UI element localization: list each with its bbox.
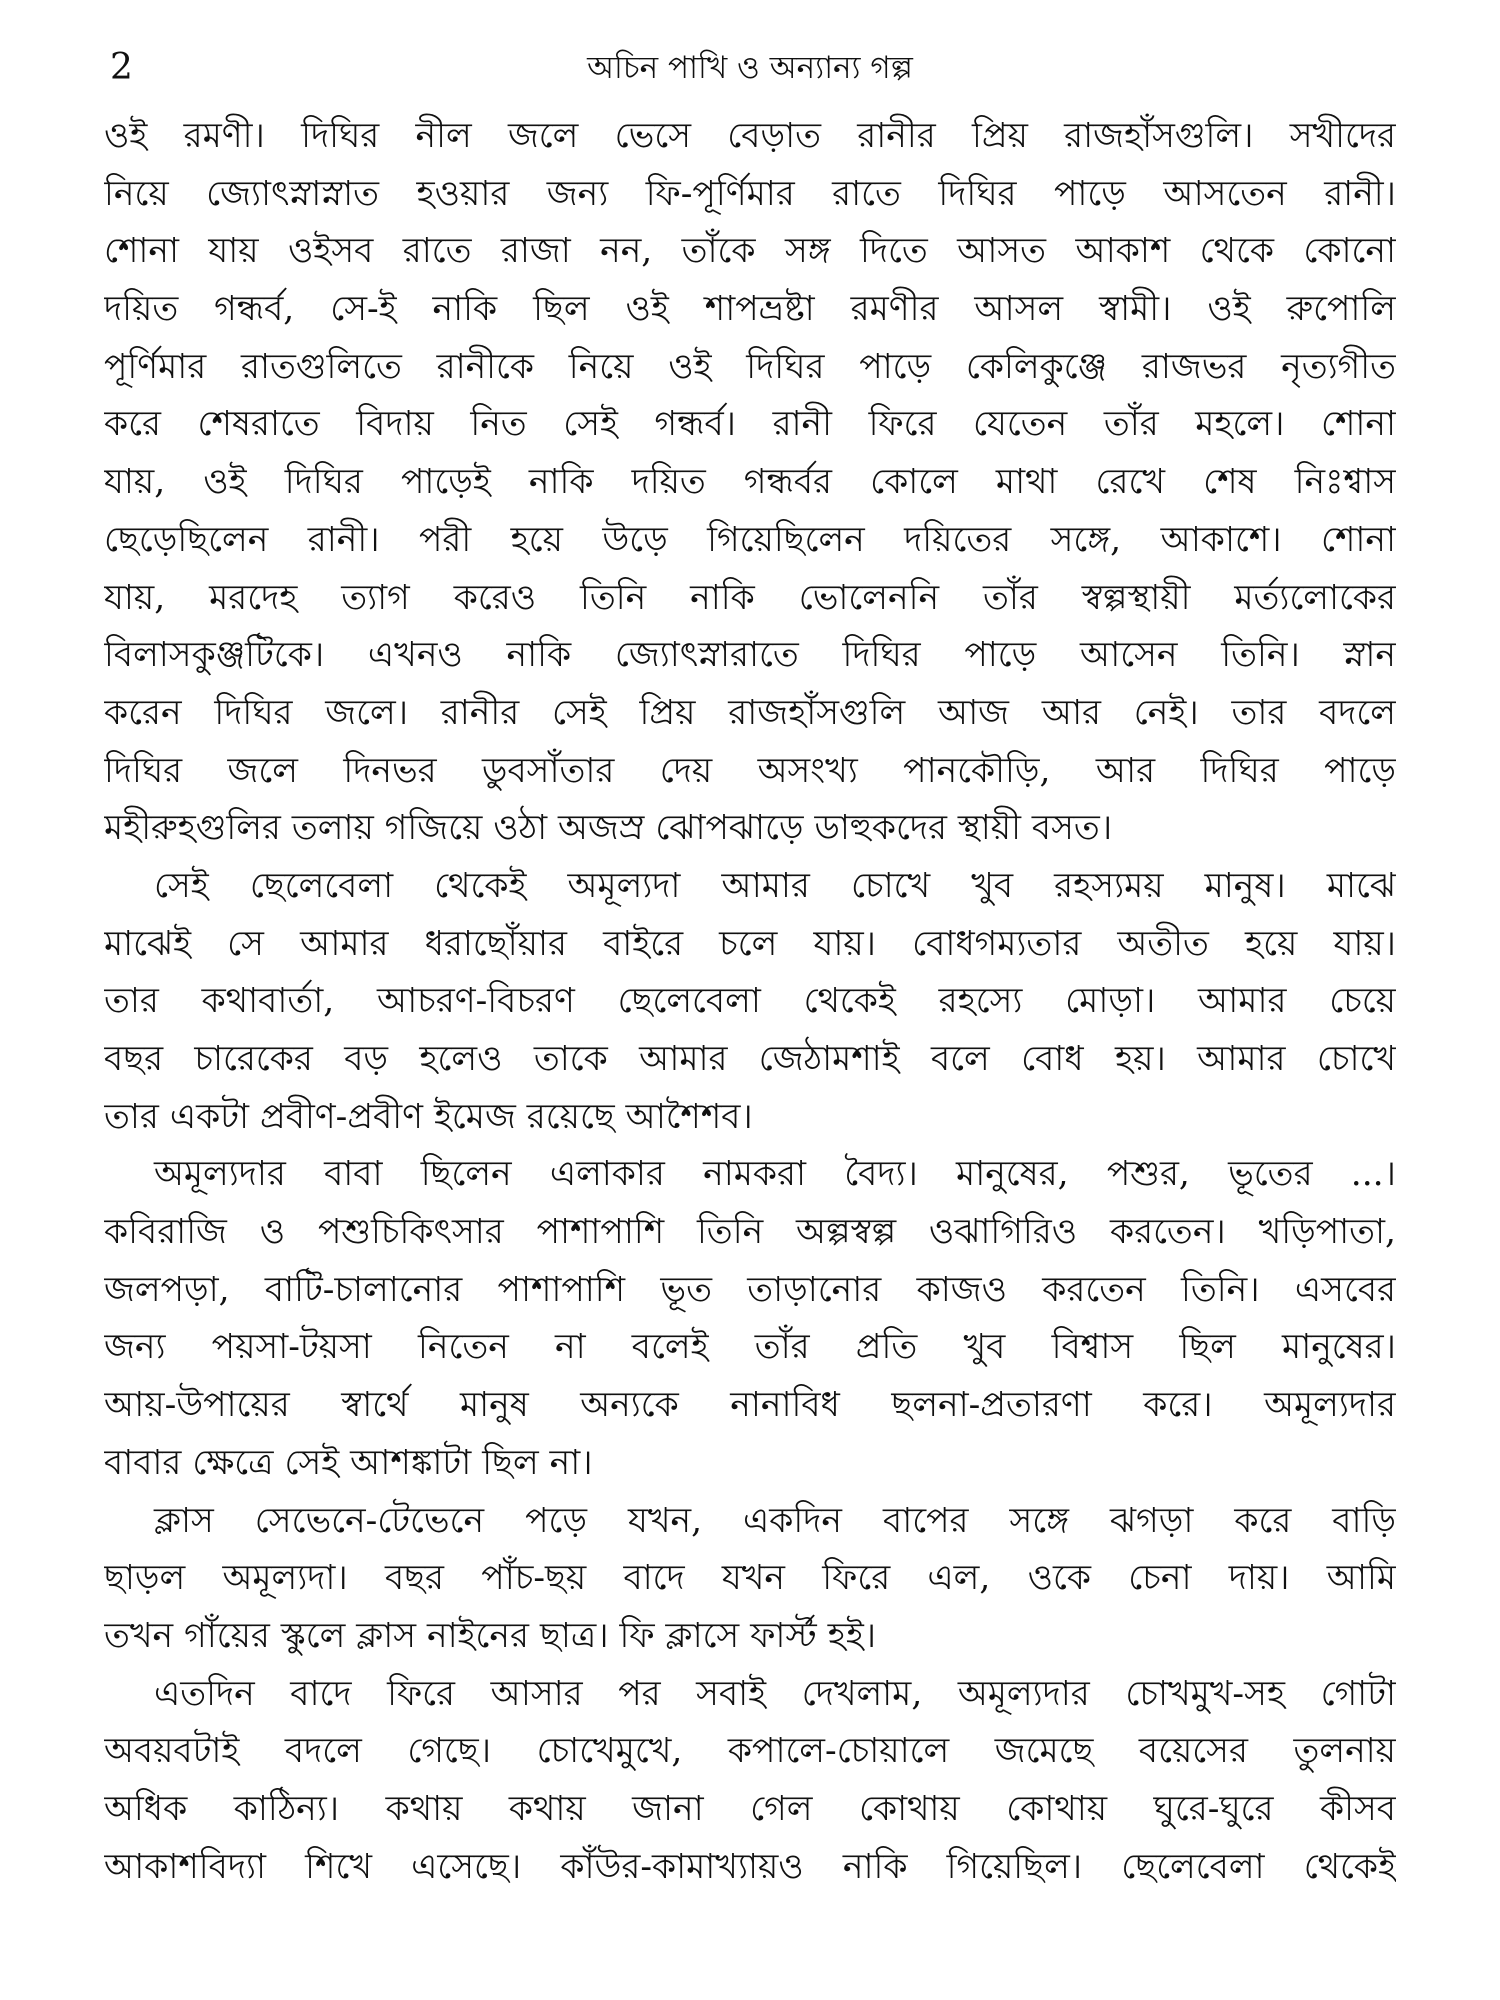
text-line: তার একটা প্রবীণ-প্রবীণ ইমেজ রয়েছে আশৈশব। [104,1096,753,1137]
paragraph-3 [104,1146,1396,1492]
text-line: ছাড়ল অমূল্যদা। বছর পাঁচ-ছয় বাদে যখন ফিরে এল, ওকে চেনা দায়। আমি [104,1558,1396,1599]
paragraph-5 [104,1666,1396,1897]
page-header [110,42,1390,94]
text-line: পূর্ণিমার রাতগুলিতে রানীকে নিয়ে ওই দিঘির পাড়ে কেলিকুঞ্জে রাজভর নৃত্যগীত [104,346,1396,387]
text-line: যায়, ওই দিঘির পাড়েই নাকি দয়িত গন্ধর্বর কোলে মাথা রেখে শেষ নিঃশ্বাস [104,462,1396,503]
text-line: বিলাসকুঞ্জটিকে। এখনও নাকি জ্যোৎস্নারাতে দিঘির পাড়ে আসেন তিনি। স্নান [104,635,1396,676]
text-line: জন্য পয়সা-টয়সা নিতেন না বলেই তাঁর প্রতি খুব বিশ্বাস ছিল মানুষের। [104,1327,1396,1368]
text-line: অমূল্যদার বাবা ছিলেন এলাকার নামকরা বৈদ্য। মানুষের, পশুর, ভূতের ...। [154,1154,1396,1195]
text-line: এতদিন বাদে ফিরে আসার পর সবাই দেখলাম, অমূল্যদার চোখমুখ-সহ গোটা [154,1673,1396,1714]
text-line: মহীরুহগুলির তলায় গজিয়ে ওঠা অজস্র ঝোপঝাড়ে ডাহুকদের স্থায়ী বসত। [104,808,1113,849]
text-line: তখন গাঁয়ের স্কুলে ক্লাস নাইনের ছাত্র। ফি ক্লাসে ফার্স্ট হই। [104,1615,877,1656]
running-title: অচিন পাখি ও অন্যান্য গল্প [587,50,913,86]
body-text [104,108,1396,1988]
text-line: অধিক কাঠিন্য। কথায় কথায় জানা গেল কোথায় কোথায় ঘুরে-ঘুরে কীসব [104,1788,1396,1829]
text-line: কবিরাজি ও পশুচিকিৎসার পাশাপাশি তিনি অল্পস্বল্প ওঝাগিরিও করতেন। খড়িপাতা, [104,1212,1396,1253]
text-line: সেই ছেলেবেলা থেকেই অমূল্যদা আমার চোখে খুব রহস্যময় মানুষ। মাঝে [154,865,1396,906]
paragraph-4 [104,1493,1396,1666]
text-line: আকাশবিদ্যা শিখে এসেছে। কাঁউর-কামাখ্যায়ও নাকি গিয়েছিল। ছেলেবেলা থেকেই [104,1846,1396,1887]
text-line: বাবার ক্ষেত্রে সেই আশঙ্কাটা ছিল না। [104,1442,593,1483]
text-line: অবয়বটাই বদলে গেছে। চোখেমুখে, কপালে-চোয়ালে জমেছে বয়েসের তুলনায় [104,1731,1396,1772]
paragraph-2 [104,858,1396,1146]
text-line: মাঝেই সে আমার ধরাছোঁয়ার বাইরে চলে যায়। বোধগম্যতার অতীত হয়ে যায়। [104,923,1396,964]
text-line: দিঘির জলে দিনভর ডুবসাঁতার দেয় অসংখ্য পানকৌড়ি, আর দিঘির পাড়ে [104,750,1396,791]
text-line: ছেড়েছিলেন রানী। পরী হয়ে উড়ে গিয়েছিলেন দয়িতের সঙ্গে, আকাশে। শোনা [104,519,1396,560]
text-line: বছর চারেকের বড় হলেও তাকে আমার জেঠামশাই বলে বোধ হয়। আমার চোখে [104,1039,1396,1079]
text-line: ওই রমণী। দিঘির নীল জলে ভেসে বেড়াত রানীর প্রিয় রাজহাঁসগুলি। সখীদের [104,116,1396,156]
text-line: শোনা যায় ওইসব রাতে রাজা নন, তাঁকে সঙ্গ দিতে আসত আকাশ থেকে কোনো [104,231,1396,272]
text-line: তার কথাবার্তা, আচরণ-বিচরণ ছেলেবেলা থেকেই রহস্যে মোড়া। আমার চেয়ে [104,981,1396,1022]
text-line: নিয়ে জ্যোৎস্নাস্নাত হওয়ার জন্য ফি-পূর্ণিমার রাতে দিঘির পাড়ে আসতেন রানী। [104,173,1396,214]
text-line: আয়-উপায়ের স্বার্থে মানুষ অন্যকে নানাবিধ ছলনা-প্রতারণা করে। অমূল্যদার [104,1385,1396,1426]
text-line: দয়িত গন্ধর্ব, সে-ই নাকি ছিল ওই শাপভ্রষ্টা রমণীর আসল স্বামী। ওই রুপোলি [104,289,1396,330]
text-line: জলপড়া, বাটি-চালানোর পাশাপাশি ভূত তাড়ানোর কাজও করতেন তিনি। এসবের [104,1269,1396,1310]
text-line: করেন দিঘির জলে। রানীর সেই প্রিয় রাজহাঁসগুলি আজ আর নেই। তার বদলে [104,692,1396,733]
text-line: করে শেষরাতে বিদায় নিত সেই গন্ধর্ব। রানী ফিরে যেতেন তাঁর মহলে। শোনা [104,404,1396,445]
paragraph-1 [104,108,1396,858]
text-line: যায়, মরদেহ ত্যাগ করেও তিনি নাকি ভোলেননি তাঁর স্বল্পস্থায়ী মর্ত্যলোকের [104,577,1396,618]
text-line: ক্লাস সেভেনে-টেভেনে পড়ে যখন, একদিন বাপের সঙ্গে ঝগড়া করে বাড়ি [154,1500,1396,1541]
page-number: 2 [110,47,133,88]
